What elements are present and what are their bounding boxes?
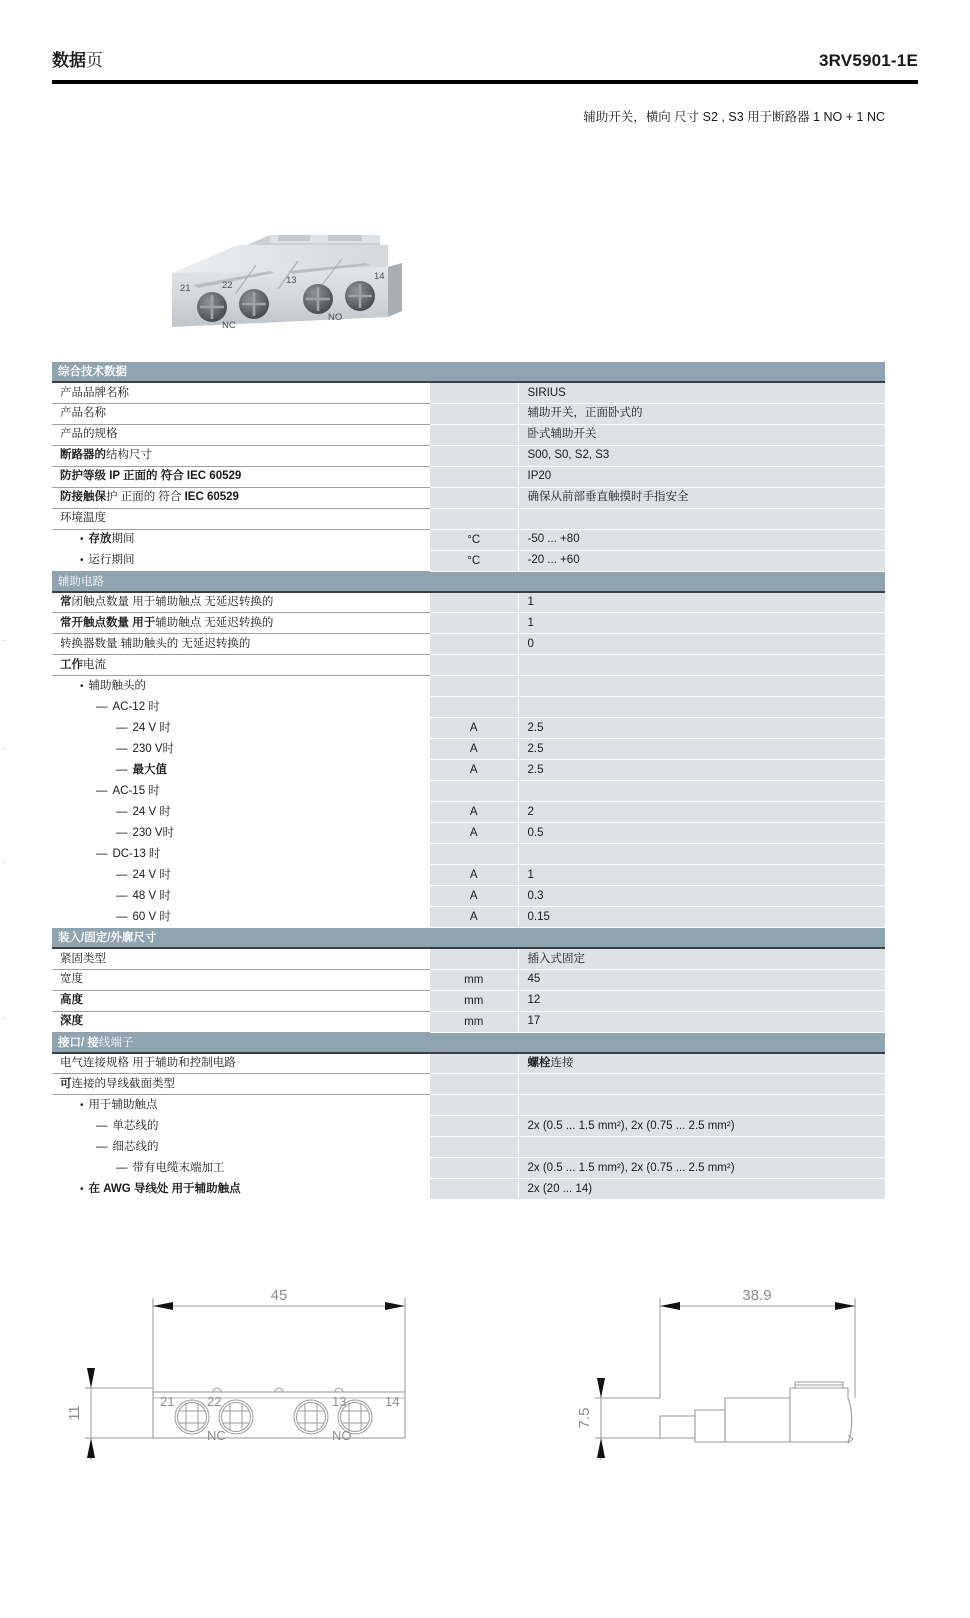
- svg-text:22: 22: [207, 1394, 222, 1409]
- table-row: [52, 886, 885, 907]
- row-label: [60, 386, 129, 400]
- section-header-normal: 线端子: [98, 1036, 134, 1049]
- side-view-drawing: [560, 1270, 920, 1500]
- row-value-cell: [518, 907, 885, 928]
- row-label-cell: [52, 655, 430, 676]
- row-unit-cell: [430, 844, 518, 865]
- row-unit-cell: [430, 634, 518, 655]
- row-unit-cell: [430, 613, 518, 634]
- front-width-dimension: 45: [270, 1287, 288, 1304]
- product-code: 3RV5901-1E: [818, 51, 918, 70]
- row-value-cell: [518, 634, 885, 655]
- scan-artifact: [2, 862, 7, 863]
- row-value-normal: 2.5: [527, 742, 544, 755]
- row-unit-cell: [430, 697, 518, 718]
- row-label-cell: [52, 760, 430, 781]
- row-unit-cell: A: [430, 907, 518, 928]
- row-value-normal: 0.15: [527, 910, 550, 923]
- row-label-bold-2: IEC 60529: [184, 491, 239, 504]
- svg-text:NO: NO: [332, 1428, 352, 1443]
- row-value-cell: [518, 865, 885, 886]
- row-label-normal: 期间: [111, 533, 135, 546]
- row-value-normal: 插入式固定: [527, 952, 585, 965]
- row-value-normal: 2x (20 ... 14): [527, 1182, 593, 1195]
- row-value-normal: 2x (0.5 ... 1.5 mm²), 2x (0.75 ... 2.5 mm²): [527, 1119, 735, 1132]
- row-label-cell: [52, 990, 430, 1011]
- row-label-bold: 工作: [60, 658, 83, 671]
- row-value-normal: 1: [527, 596, 534, 609]
- row-value-normal: 2.5: [527, 721, 544, 734]
- row-label: [60, 993, 83, 1007]
- section-header-label: [52, 571, 885, 592]
- svg-text:13: 13: [286, 275, 297, 286]
- table-row: [52, 823, 885, 844]
- row-value-normal: 45: [527, 973, 541, 986]
- table-row: [52, 990, 885, 1011]
- row-value-cell: [518, 613, 885, 634]
- row-label: [60, 1119, 159, 1133]
- table-row: [52, 948, 885, 969]
- row-value-normal: 2x (0.5 ... 1.5 mm²), 2x (0.75 ... 2.5 mm²): [527, 1161, 735, 1174]
- row-label-normal: AC-15 时: [112, 784, 160, 797]
- row-value-normal: -20 ... +60: [527, 554, 580, 567]
- row-label: [60, 490, 239, 504]
- row-label-bold: 常开触点数量 用于: [60, 616, 156, 629]
- row-unit-cell: mm: [430, 969, 518, 990]
- row-value-cell: [518, 403, 885, 424]
- row-value-normal: IP20: [527, 470, 552, 483]
- table-row: [52, 550, 885, 571]
- header-divider: [52, 80, 918, 84]
- svg-text:14: 14: [385, 1394, 400, 1409]
- row-label-cell: [52, 865, 430, 886]
- row-unit-cell: A: [430, 739, 518, 760]
- row-label-bold: 常: [60, 596, 72, 609]
- row-unit-cell: [430, 676, 518, 697]
- row-value-cell: [518, 886, 885, 907]
- row-label-normal: 产品名称: [60, 407, 106, 420]
- row-label-normal: 辅助触头的: [88, 679, 147, 692]
- row-unit-cell: [430, 1053, 518, 1074]
- table-row: [52, 529, 885, 550]
- row-label-bold: 防护等级 IP 正面的 符合 IEC 60529: [60, 470, 242, 483]
- row-label-normal: 230 V时: [132, 826, 175, 839]
- row-label-cell: [52, 403, 430, 424]
- row-label: [60, 406, 106, 420]
- row-label-bold: 在 AWG 导线处 用于辅助触点: [88, 1182, 241, 1195]
- row-label: [60, 637, 250, 651]
- svg-text:22: 22: [222, 280, 233, 291]
- table-row: [52, 592, 885, 613]
- row-label-normal: AC-12 时: [112, 700, 160, 713]
- row-value-normal: S00, S0, S2, S3: [527, 449, 610, 462]
- row-unit-cell: [430, 781, 518, 802]
- row-label-normal: 结构尺寸: [106, 449, 152, 462]
- row-label: [60, 742, 174, 756]
- row-value-normal: 1: [527, 616, 534, 629]
- table-row: [52, 466, 885, 487]
- row-unit-cell: [430, 487, 518, 508]
- row-label: [60, 1140, 159, 1154]
- row-label-normal: 产品品牌名称: [60, 386, 129, 399]
- row-value-normal: 确保从前部垂直触摸时手指安全: [527, 491, 689, 504]
- row-label-normal: 紧固类型: [60, 952, 106, 965]
- row-value-normal: 1: [527, 868, 534, 881]
- table-row: [52, 403, 885, 424]
- row-unit-cell: A: [430, 802, 518, 823]
- row-value-cell: [518, 676, 885, 697]
- row-value-normal: 0.5: [527, 826, 544, 839]
- row-label-cell: [52, 424, 430, 445]
- section-header-bold: 接口/ 接: [58, 1036, 99, 1049]
- row-label-cell: [52, 382, 430, 403]
- row-label-normal: 单芯线的: [112, 1119, 159, 1132]
- row-value-normal: -50 ... +80: [527, 533, 580, 546]
- row-value-normal: 17: [527, 1015, 541, 1028]
- row-label-normal: 环境温度: [60, 512, 106, 525]
- row-label: [60, 784, 160, 798]
- row-unit-cell: [430, 382, 518, 403]
- row-label-cell: [52, 676, 430, 697]
- section-header-normal: 辅助电路: [58, 575, 104, 588]
- row-label-normal: 连接的导线截面类型: [71, 1077, 175, 1090]
- row-unit-cell: °C: [430, 529, 518, 550]
- row-label-cell: [52, 508, 430, 529]
- row-unit-cell: [430, 592, 518, 613]
- table-row: [52, 445, 885, 466]
- row-label: [60, 972, 83, 986]
- row-label-normal: 带有电缆末端加工: [132, 1161, 225, 1174]
- row-label-bold: 存放: [88, 533, 112, 546]
- scan-artifact: [2, 748, 7, 749]
- row-label-normal: 产品的规格: [60, 428, 118, 441]
- row-label: [60, 1014, 83, 1028]
- row-label-bold: 断路器的: [60, 449, 106, 462]
- row-label-cell: [52, 969, 430, 990]
- row-label-cell: [52, 1137, 430, 1158]
- row-label-normal: 闭触点数量 用于辅助触点 无延迟转换的: [71, 596, 274, 609]
- row-value-cell: [518, 466, 885, 487]
- row-label-cell: [52, 697, 430, 718]
- row-label-cell: [52, 718, 430, 739]
- row-label-normal: 24 V 时: [132, 868, 171, 881]
- row-label: [60, 532, 135, 547]
- row-unit-cell: mm: [430, 1011, 518, 1032]
- row-unit-cell: A: [430, 823, 518, 844]
- table-row: [52, 718, 885, 739]
- product-photo: [150, 215, 420, 350]
- row-label-normal: 辅助触点 无延迟转换的: [155, 616, 274, 629]
- row-value-normal: 0.3: [527, 889, 544, 902]
- row-value-cell: [518, 529, 885, 550]
- page-title: [52, 46, 103, 71]
- row-label: [60, 679, 146, 694]
- table-row: [52, 1137, 885, 1158]
- row-value-cell: [518, 487, 885, 508]
- table-section-header: [52, 1032, 885, 1053]
- row-value-cell: [518, 382, 885, 403]
- row-value-cell: [518, 948, 885, 969]
- row-label-normal: 电气连接规格 用于辅助和控制电路: [60, 1057, 236, 1070]
- row-label-cell: [52, 739, 430, 760]
- specification-table: [52, 362, 885, 1200]
- row-unit-cell: [430, 508, 518, 529]
- row-unit-cell: [430, 948, 518, 969]
- row-label-cell: [52, 445, 430, 466]
- row-label-cell: [52, 781, 430, 802]
- table-row: [52, 969, 885, 990]
- row-value-cell: [518, 592, 885, 613]
- row-value-cell: [518, 1137, 885, 1158]
- row-label-cell: [52, 1011, 430, 1032]
- row-unit-cell: A: [430, 886, 518, 907]
- front-view-drawing: [55, 1270, 475, 1500]
- row-label-bold: 可: [60, 1077, 72, 1090]
- row-value-cell: [518, 969, 885, 990]
- row-label: [60, 658, 106, 672]
- row-label-bold: 深度: [60, 1015, 83, 1028]
- section-header-label: [52, 362, 885, 382]
- row-value-cell: [518, 1074, 885, 1095]
- row-label-normal: 护 正面的 符合: [106, 491, 185, 504]
- row-label: [60, 616, 273, 630]
- row-unit-cell: [430, 1095, 518, 1116]
- row-value-cell: [518, 781, 885, 802]
- table-row: [52, 1011, 885, 1032]
- row-value-cell: [518, 802, 885, 823]
- table-row: [52, 676, 885, 697]
- row-unit-cell: [430, 1179, 518, 1200]
- row-value-cell: [518, 1011, 885, 1032]
- row-label: [60, 1161, 225, 1175]
- row-label: [60, 763, 167, 777]
- row-value-cell: [518, 823, 885, 844]
- table-row: [52, 907, 885, 928]
- row-label-bold: 防接触保: [60, 491, 106, 504]
- row-label-cell: [52, 1095, 430, 1116]
- row-value-normal: 12: [527, 994, 541, 1007]
- table-section-header: [52, 362, 885, 382]
- row-label-normal: 60 V 时: [132, 910, 171, 923]
- table-row: [52, 865, 885, 886]
- row-label: [60, 826, 174, 840]
- row-label: [60, 1182, 241, 1197]
- row-value-cell: [518, 1095, 885, 1116]
- svg-text:NO: NO: [328, 312, 343, 323]
- page-title-bold: 数据: [52, 51, 86, 70]
- row-label: [60, 910, 171, 924]
- product-photo-image: [150, 215, 420, 350]
- row-unit-cell: mm: [430, 990, 518, 1011]
- table-row: [52, 508, 885, 529]
- row-label: [60, 889, 171, 903]
- row-unit-cell: A: [430, 718, 518, 739]
- side-width-dimension: 38.9: [742, 1287, 772, 1304]
- section-header-label: [52, 1032, 885, 1053]
- row-label: [60, 595, 273, 609]
- svg-text:14: 14: [374, 271, 385, 282]
- row-value-normal: 2.5: [527, 763, 544, 776]
- table-row: [52, 487, 885, 508]
- row-label: [60, 448, 152, 462]
- table-row: [52, 382, 885, 403]
- row-label-normal: 24 V 时: [132, 805, 171, 818]
- row-value-cell: [518, 990, 885, 1011]
- section-header-bold: 装入/固定/外廓尺寸: [58, 932, 157, 944]
- row-value-normal: 辅助开关，正面卧式的: [527, 407, 643, 420]
- section-header-label: [52, 928, 885, 949]
- table-section-header: [52, 571, 885, 592]
- row-label-cell: [52, 613, 430, 634]
- row-label-cell: [52, 1179, 430, 1200]
- row-label: [60, 469, 241, 483]
- row-label-normal: 48 V 时: [132, 889, 171, 902]
- row-label-cell: [52, 1116, 430, 1137]
- row-unit-cell: [430, 655, 518, 676]
- row-label: [60, 511, 106, 525]
- row-label-cell: [52, 907, 430, 928]
- page-title-normal: 页: [86, 51, 103, 70]
- row-label-cell: [52, 802, 430, 823]
- svg-text:NC: NC: [222, 320, 236, 331]
- row-label-normal: 用于辅助触点: [88, 1098, 158, 1111]
- row-label: [60, 553, 135, 568]
- row-unit-cell: [430, 445, 518, 466]
- row-label-normal: 230 V时: [132, 742, 175, 755]
- svg-text:21: 21: [160, 1394, 175, 1409]
- row-label-cell: [52, 529, 430, 550]
- table-row: [52, 634, 885, 655]
- row-value-normal: 2: [527, 805, 534, 818]
- row-label: [60, 427, 118, 441]
- svg-text:13: 13: [332, 1394, 347, 1409]
- table-row: [52, 1074, 885, 1095]
- table-row: [52, 802, 885, 823]
- table-row: [52, 844, 885, 865]
- row-label-cell: [52, 634, 430, 655]
- row-unit-cell: A: [430, 865, 518, 886]
- dimension-drawings: [0, 1270, 970, 1500]
- row-value-cell: [518, 718, 885, 739]
- row-value-cell: [518, 697, 885, 718]
- row-unit-cell: [430, 1158, 518, 1179]
- table-section-header: [52, 928, 885, 949]
- row-value-cell: [518, 550, 885, 571]
- table-row: [52, 613, 885, 634]
- row-label-normal: 电流: [83, 658, 106, 671]
- row-unit-cell: [430, 1116, 518, 1137]
- row-unit-cell: °C: [430, 550, 518, 571]
- table-row: [52, 655, 885, 676]
- row-value-cell: [518, 1116, 885, 1137]
- row-label-cell: [52, 1158, 430, 1179]
- row-unit-cell: [430, 1137, 518, 1158]
- row-value-cell: [518, 655, 885, 676]
- row-label-cell: [52, 466, 430, 487]
- table-row: [52, 1116, 885, 1137]
- row-label-cell: [52, 592, 430, 613]
- side-height-dimension: 7.5: [576, 1407, 593, 1429]
- row-value-cell: [518, 424, 885, 445]
- table-row: [52, 760, 885, 781]
- row-label: [60, 1056, 236, 1070]
- row-label-bold: 高度: [60, 994, 83, 1007]
- row-label: [60, 805, 171, 819]
- row-label: [60, 721, 171, 735]
- row-label-normal: DC-13 时: [112, 847, 161, 860]
- row-value-cell: [518, 760, 885, 781]
- row-label: [60, 847, 160, 861]
- row-unit-cell: A: [430, 760, 518, 781]
- row-value-cell: [518, 1053, 885, 1074]
- row-value-bold: 螺栓: [527, 1057, 551, 1070]
- table-row: [52, 1158, 885, 1179]
- row-value-cell: [518, 739, 885, 760]
- row-unit-cell: [430, 466, 518, 487]
- row-label-normal: 转换器数量 辅助触头的 无延迟转换的: [60, 637, 251, 650]
- row-label-cell: [52, 948, 430, 969]
- row-unit-cell: [430, 403, 518, 424]
- row-value-cell: [518, 844, 885, 865]
- svg-text:NC: NC: [207, 1428, 226, 1443]
- row-label-cell: [52, 1053, 430, 1074]
- row-unit-cell: [430, 1074, 518, 1095]
- row-label-cell: [52, 487, 430, 508]
- table-row: [52, 1053, 885, 1074]
- svg-text:21: 21: [180, 283, 191, 294]
- row-label-normal: 运行期间: [88, 554, 135, 567]
- row-label-normal: 宽度: [60, 973, 83, 986]
- row-value-cell: [518, 445, 885, 466]
- row-label-normal: 24 V 时: [132, 721, 171, 734]
- row-label: [60, 952, 106, 966]
- row-label-cell: [52, 823, 430, 844]
- table-row: [52, 697, 885, 718]
- table-row: [52, 1179, 885, 1200]
- row-label-normal: 细芯线的: [112, 1140, 159, 1153]
- row-value-cell: [518, 1179, 885, 1200]
- table-row: [52, 424, 885, 445]
- row-label: [60, 1098, 158, 1113]
- scan-artifact: [2, 640, 7, 641]
- front-height-dimension: 11: [66, 1405, 83, 1421]
- row-value-normal: SIRIUS: [527, 386, 566, 399]
- row-unit-cell: [430, 424, 518, 445]
- row-value-cell: [518, 508, 885, 529]
- row-value-normal: 卧式辅助开关: [527, 428, 597, 441]
- product-subtitle: 辅助开关，横向 尺寸 S2 , S3 用于断路器 1 NO + 1 NC: [583, 110, 885, 124]
- row-label-bold: 最大值: [132, 763, 167, 776]
- table-row: [52, 781, 885, 802]
- row-label-cell: [52, 886, 430, 907]
- table-row: [52, 739, 885, 760]
- row-label-cell: [52, 844, 430, 865]
- table-row: [52, 1095, 885, 1116]
- row-label: [60, 700, 160, 714]
- page-header: [52, 46, 918, 71]
- row-label: [60, 1077, 175, 1091]
- scan-artifact: [2, 1018, 7, 1019]
- row-label-cell: [52, 550, 430, 571]
- section-header-bold: 综合技术数据: [58, 366, 127, 378]
- row-label-cell: [52, 1074, 430, 1095]
- row-label: [60, 868, 171, 882]
- row-value-cell: [518, 1158, 885, 1179]
- row-value-normal: 0: [527, 637, 534, 650]
- row-value-normal: 连接: [550, 1057, 574, 1070]
